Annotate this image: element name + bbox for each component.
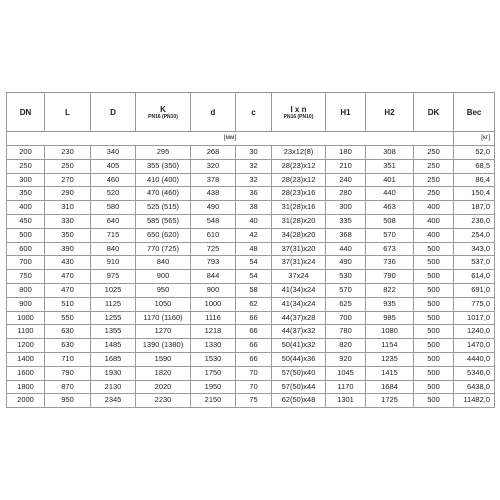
cell-h2: 1080: [366, 325, 414, 339]
cell-c: 58: [236, 283, 272, 297]
cell-h1: 300: [326, 201, 366, 215]
cell-c: 66: [236, 311, 272, 325]
cell-d: 640: [91, 214, 136, 228]
cell-d-small: 1000: [191, 297, 236, 311]
cell-l: 790: [45, 366, 91, 380]
table-row: [7, 214, 495, 228]
cell-d-small: 725: [191, 242, 236, 256]
cell-dn: 1100: [7, 325, 45, 339]
cell-dk: 500: [414, 366, 454, 380]
cell-c: 36: [236, 187, 272, 201]
cell-l: 390: [45, 242, 91, 256]
cell-weight: 537,0: [454, 256, 495, 270]
cell-h1: 625: [326, 297, 366, 311]
cell-l: 470: [45, 270, 91, 284]
cell-c: 38: [236, 201, 272, 215]
cell-d: 340: [91, 146, 136, 160]
cell-l: 550: [45, 311, 91, 325]
table-row: [7, 339, 495, 353]
cell-d: 840: [91, 242, 136, 256]
table-row: [7, 173, 495, 187]
cell-weight: 691,0: [454, 283, 495, 297]
cell-dk: 500: [414, 339, 454, 353]
cell-d: 1485: [91, 339, 136, 353]
table-row: [7, 394, 495, 408]
cell-dn: 1200: [7, 339, 45, 353]
cell-h2: 401: [366, 173, 414, 187]
table-row: [7, 159, 495, 173]
cell-dn: 500: [7, 228, 45, 242]
cell-h1: 1170: [326, 380, 366, 394]
cell-k: 1590: [136, 352, 191, 366]
cell-c: 40: [236, 214, 272, 228]
cell-dn: 350: [7, 187, 45, 201]
cell-dn: 900: [7, 297, 45, 311]
cell-h2: 1684: [366, 380, 414, 394]
cell-weight: 52,0: [454, 146, 495, 160]
cell-h2: 1235: [366, 352, 414, 366]
cell-d-small: 1530: [191, 352, 236, 366]
cell-bolts: 50(44)x36: [272, 352, 326, 366]
cell-d-small: 1330: [191, 339, 236, 353]
table-row: [7, 366, 495, 380]
cell-d-small: 548: [191, 214, 236, 228]
cell-h1: 570: [326, 283, 366, 297]
cell-weight: 236,0: [454, 214, 495, 228]
cell-dk: 400: [414, 214, 454, 228]
cell-h2: 570: [366, 228, 414, 242]
header-dn: DN: [7, 93, 45, 132]
cell-dk: 500: [414, 297, 454, 311]
cell-c: 54: [236, 256, 272, 270]
cell-bolts: 34(28)x20: [272, 228, 326, 242]
cell-dk: 250: [414, 187, 454, 201]
cell-k: 950: [136, 283, 191, 297]
cell-dn: 1800: [7, 380, 45, 394]
cell-d: 405: [91, 159, 136, 173]
header-dk: DK: [414, 93, 454, 132]
cell-dk: 250: [414, 146, 454, 160]
cell-bolts: 37x24: [272, 270, 326, 284]
cell-d-small: 793: [191, 256, 236, 270]
cell-h2: 1154: [366, 339, 414, 353]
cell-weight: 254,0: [454, 228, 495, 242]
table-row: [7, 228, 495, 242]
cell-l: 430: [45, 256, 91, 270]
cell-weight: 11482,0: [454, 394, 495, 408]
cell-l: 330: [45, 214, 91, 228]
cell-d: 2130: [91, 380, 136, 394]
cell-c: 62: [236, 297, 272, 311]
cell-d: 1125: [91, 297, 136, 311]
cell-c: 66: [236, 339, 272, 353]
header-weight: Вес: [454, 93, 495, 132]
table-row: [7, 380, 495, 394]
dimensions-table-container: [6, 92, 494, 408]
cell-c: 42: [236, 228, 272, 242]
table-row: [7, 297, 495, 311]
cell-dk: 400: [414, 228, 454, 242]
cell-l: 630: [45, 339, 91, 353]
cell-d-small: 378: [191, 173, 236, 187]
cell-h1: 180: [326, 146, 366, 160]
cell-h2: 822: [366, 283, 414, 297]
cell-bolts: 37(31)x20: [272, 242, 326, 256]
cell-h2: 351: [366, 159, 414, 173]
cell-h1: 700: [326, 311, 366, 325]
cell-h1: 780: [326, 325, 366, 339]
cell-h2: 790: [366, 270, 414, 284]
cell-k: 1820: [136, 366, 191, 380]
cell-dk: 500: [414, 311, 454, 325]
cell-k: 2020: [136, 380, 191, 394]
cell-h1: 1045: [326, 366, 366, 380]
cell-weight: 343,0: [454, 242, 495, 256]
cell-dk: 500: [414, 283, 454, 297]
table-row: [7, 311, 495, 325]
cell-d-small: 1116: [191, 311, 236, 325]
cell-weight: 150,4: [454, 187, 495, 201]
header-d-small: d: [191, 93, 236, 132]
cell-d-small: 844: [191, 270, 236, 284]
cell-dk: 400: [414, 201, 454, 215]
cell-bolts: 31(28)x16: [272, 201, 326, 215]
cell-weight: 68,5: [454, 159, 495, 173]
cell-bolts: 57(50)x40: [272, 366, 326, 380]
cell-bolts: 41(34)x24: [272, 297, 326, 311]
cell-c: 54: [236, 270, 272, 284]
cell-dn: 200: [7, 146, 45, 160]
cell-bolts: 44(37)x28: [272, 311, 326, 325]
cell-h1: 530: [326, 270, 366, 284]
header-row: [7, 93, 495, 132]
cell-l: 510: [45, 297, 91, 311]
cell-d-small: 2150: [191, 394, 236, 408]
cell-bolts: 57(50)x44: [272, 380, 326, 394]
table-row: [7, 256, 495, 270]
cell-h1: 920: [326, 352, 366, 366]
cell-h2: 463: [366, 201, 414, 215]
cell-h2: 985: [366, 311, 414, 325]
cell-d-small: 320: [191, 159, 236, 173]
cell-k: 1050: [136, 297, 191, 311]
cell-weight: 5346,0: [454, 366, 495, 380]
table-row: [7, 201, 495, 215]
cell-d: 1025: [91, 283, 136, 297]
cell-bolts: 62(50)x48: [272, 394, 326, 408]
table-row: [7, 283, 495, 297]
cell-c: 30: [236, 146, 272, 160]
cell-bolts: 28(23)x16: [272, 187, 326, 201]
cell-k: 585 (565): [136, 214, 191, 228]
cell-dn: 400: [7, 201, 45, 215]
cell-h2: 308: [366, 146, 414, 160]
cell-l: 290: [45, 187, 91, 201]
cell-h1: 1301: [326, 394, 366, 408]
cell-c: 70: [236, 380, 272, 394]
cell-d-small: 1950: [191, 380, 236, 394]
cell-h2: 1415: [366, 366, 414, 380]
cell-l: 250: [45, 159, 91, 173]
cell-bolts: 41(34)x24: [272, 283, 326, 297]
cell-d-small: 438: [191, 187, 236, 201]
cell-d: 1355: [91, 325, 136, 339]
cell-dn: 750: [7, 270, 45, 284]
cell-l: 470: [45, 283, 91, 297]
cell-h2: 736: [366, 256, 414, 270]
cell-d-small: 268: [191, 146, 236, 160]
units-row: [7, 132, 495, 146]
cell-weight: 614,0: [454, 270, 495, 284]
header-h1: H1: [326, 93, 366, 132]
cell-bolts: 31(28)x20: [272, 214, 326, 228]
cell-dn: 300: [7, 173, 45, 187]
cell-d-small: 1750: [191, 366, 236, 380]
cell-h2: 1725: [366, 394, 414, 408]
cell-d: 580: [91, 201, 136, 215]
cell-dn: 700: [7, 256, 45, 270]
cell-c: 32: [236, 159, 272, 173]
table-row: [7, 352, 495, 366]
cell-l: 950: [45, 394, 91, 408]
header-bolts: l x n PN16 (PN10): [272, 93, 326, 132]
cell-l: 310: [45, 201, 91, 215]
cell-h1: 490: [326, 256, 366, 270]
cell-bolts: 50(41)x32: [272, 339, 326, 353]
cell-dn: 600: [7, 242, 45, 256]
header-h2: H2: [366, 93, 414, 132]
cell-weight: 6438,0: [454, 380, 495, 394]
cell-weight: 187,0: [454, 201, 495, 215]
cell-dk: 500: [414, 270, 454, 284]
cell-k: 1270: [136, 325, 191, 339]
cell-bolts: 23x12(8): [272, 146, 326, 160]
cell-l: 350: [45, 228, 91, 242]
cell-dn: 2000: [7, 394, 45, 408]
cell-c: 70: [236, 366, 272, 380]
cell-d: 460: [91, 173, 136, 187]
cell-d-small: 900: [191, 283, 236, 297]
cell-bolts: 37(31)x24: [272, 256, 326, 270]
cell-l: 710: [45, 352, 91, 366]
cell-d-small: 610: [191, 228, 236, 242]
cell-weight: 1240,0: [454, 325, 495, 339]
cell-k: 770 (725): [136, 242, 191, 256]
cell-d: 1685: [91, 352, 136, 366]
cell-d: 975: [91, 270, 136, 284]
cell-dk: 500: [414, 325, 454, 339]
table-row: [7, 270, 495, 284]
cell-c: 66: [236, 352, 272, 366]
cell-k: 355 (350): [136, 159, 191, 173]
cell-d-small: 490: [191, 201, 236, 215]
cell-bolts: 28(23)x12: [272, 173, 326, 187]
cell-h2: 673: [366, 242, 414, 256]
cell-weight: 86,4: [454, 173, 495, 187]
cell-bolts: 44(37)x32: [272, 325, 326, 339]
table-row: [7, 187, 495, 201]
cell-h1: 335: [326, 214, 366, 228]
cell-dn: 1600: [7, 366, 45, 380]
cell-h1: 210: [326, 159, 366, 173]
cell-k: 470 (460): [136, 187, 191, 201]
cell-h1: 820: [326, 339, 366, 353]
cell-l: 870: [45, 380, 91, 394]
cell-c: 32: [236, 173, 272, 187]
cell-l: 230: [45, 146, 91, 160]
cell-h1: 280: [326, 187, 366, 201]
cell-l: 630: [45, 325, 91, 339]
cell-bolts: 28(23)x12: [272, 159, 326, 173]
unit-dimensions: [мм]: [7, 132, 454, 146]
cell-dk: 500: [414, 394, 454, 408]
cell-k: 840: [136, 256, 191, 270]
cell-k: 1390 (1380): [136, 339, 191, 353]
cell-h1: 440: [326, 242, 366, 256]
cell-d: 910: [91, 256, 136, 270]
table-row: [7, 146, 495, 160]
cell-k: 525 (515): [136, 201, 191, 215]
cell-d: 2345: [91, 394, 136, 408]
cell-dn: 450: [7, 214, 45, 228]
cell-dk: 250: [414, 173, 454, 187]
unit-weight: [кг]: [454, 132, 495, 146]
cell-h2: 935: [366, 297, 414, 311]
dimensions-table: [6, 92, 495, 408]
cell-d: 520: [91, 187, 136, 201]
cell-weight: 1470,0: [454, 339, 495, 353]
header-d: D: [91, 93, 136, 132]
cell-h2: 508: [366, 214, 414, 228]
table-row: [7, 242, 495, 256]
cell-dk: 250: [414, 159, 454, 173]
cell-dn: 800: [7, 283, 45, 297]
cell-h1: 240: [326, 173, 366, 187]
cell-weight: 4440,0: [454, 352, 495, 366]
cell-d: 1930: [91, 366, 136, 380]
cell-dk: 500: [414, 352, 454, 366]
cell-dk: 500: [414, 380, 454, 394]
cell-k: 295: [136, 146, 191, 160]
cell-k: 900: [136, 270, 191, 284]
cell-dk: 500: [414, 242, 454, 256]
cell-d: 1255: [91, 311, 136, 325]
cell-c: 66: [236, 325, 272, 339]
cell-k: 2230: [136, 394, 191, 408]
header-l: L: [45, 93, 91, 132]
cell-dn: 1000: [7, 311, 45, 325]
header-k: K PN16 (PN10): [136, 93, 191, 132]
cell-k: 1170 (1160): [136, 311, 191, 325]
cell-h2: 440: [366, 187, 414, 201]
cell-h1: 368: [326, 228, 366, 242]
cell-l: 270: [45, 173, 91, 187]
cell-d: 715: [91, 228, 136, 242]
cell-c: 48: [236, 242, 272, 256]
cell-weight: 775,0: [454, 297, 495, 311]
header-c: c: [236, 93, 272, 132]
cell-dn: 250: [7, 159, 45, 173]
cell-dk: 500: [414, 256, 454, 270]
cell-k: 650 (620): [136, 228, 191, 242]
cell-weight: 1017,0: [454, 311, 495, 325]
table-row: [7, 325, 495, 339]
cell-k: 410 (400): [136, 173, 191, 187]
cell-dn: 1400: [7, 352, 45, 366]
table-body: [7, 132, 495, 408]
cell-c: 75: [236, 394, 272, 408]
cell-d-small: 1218: [191, 325, 236, 339]
